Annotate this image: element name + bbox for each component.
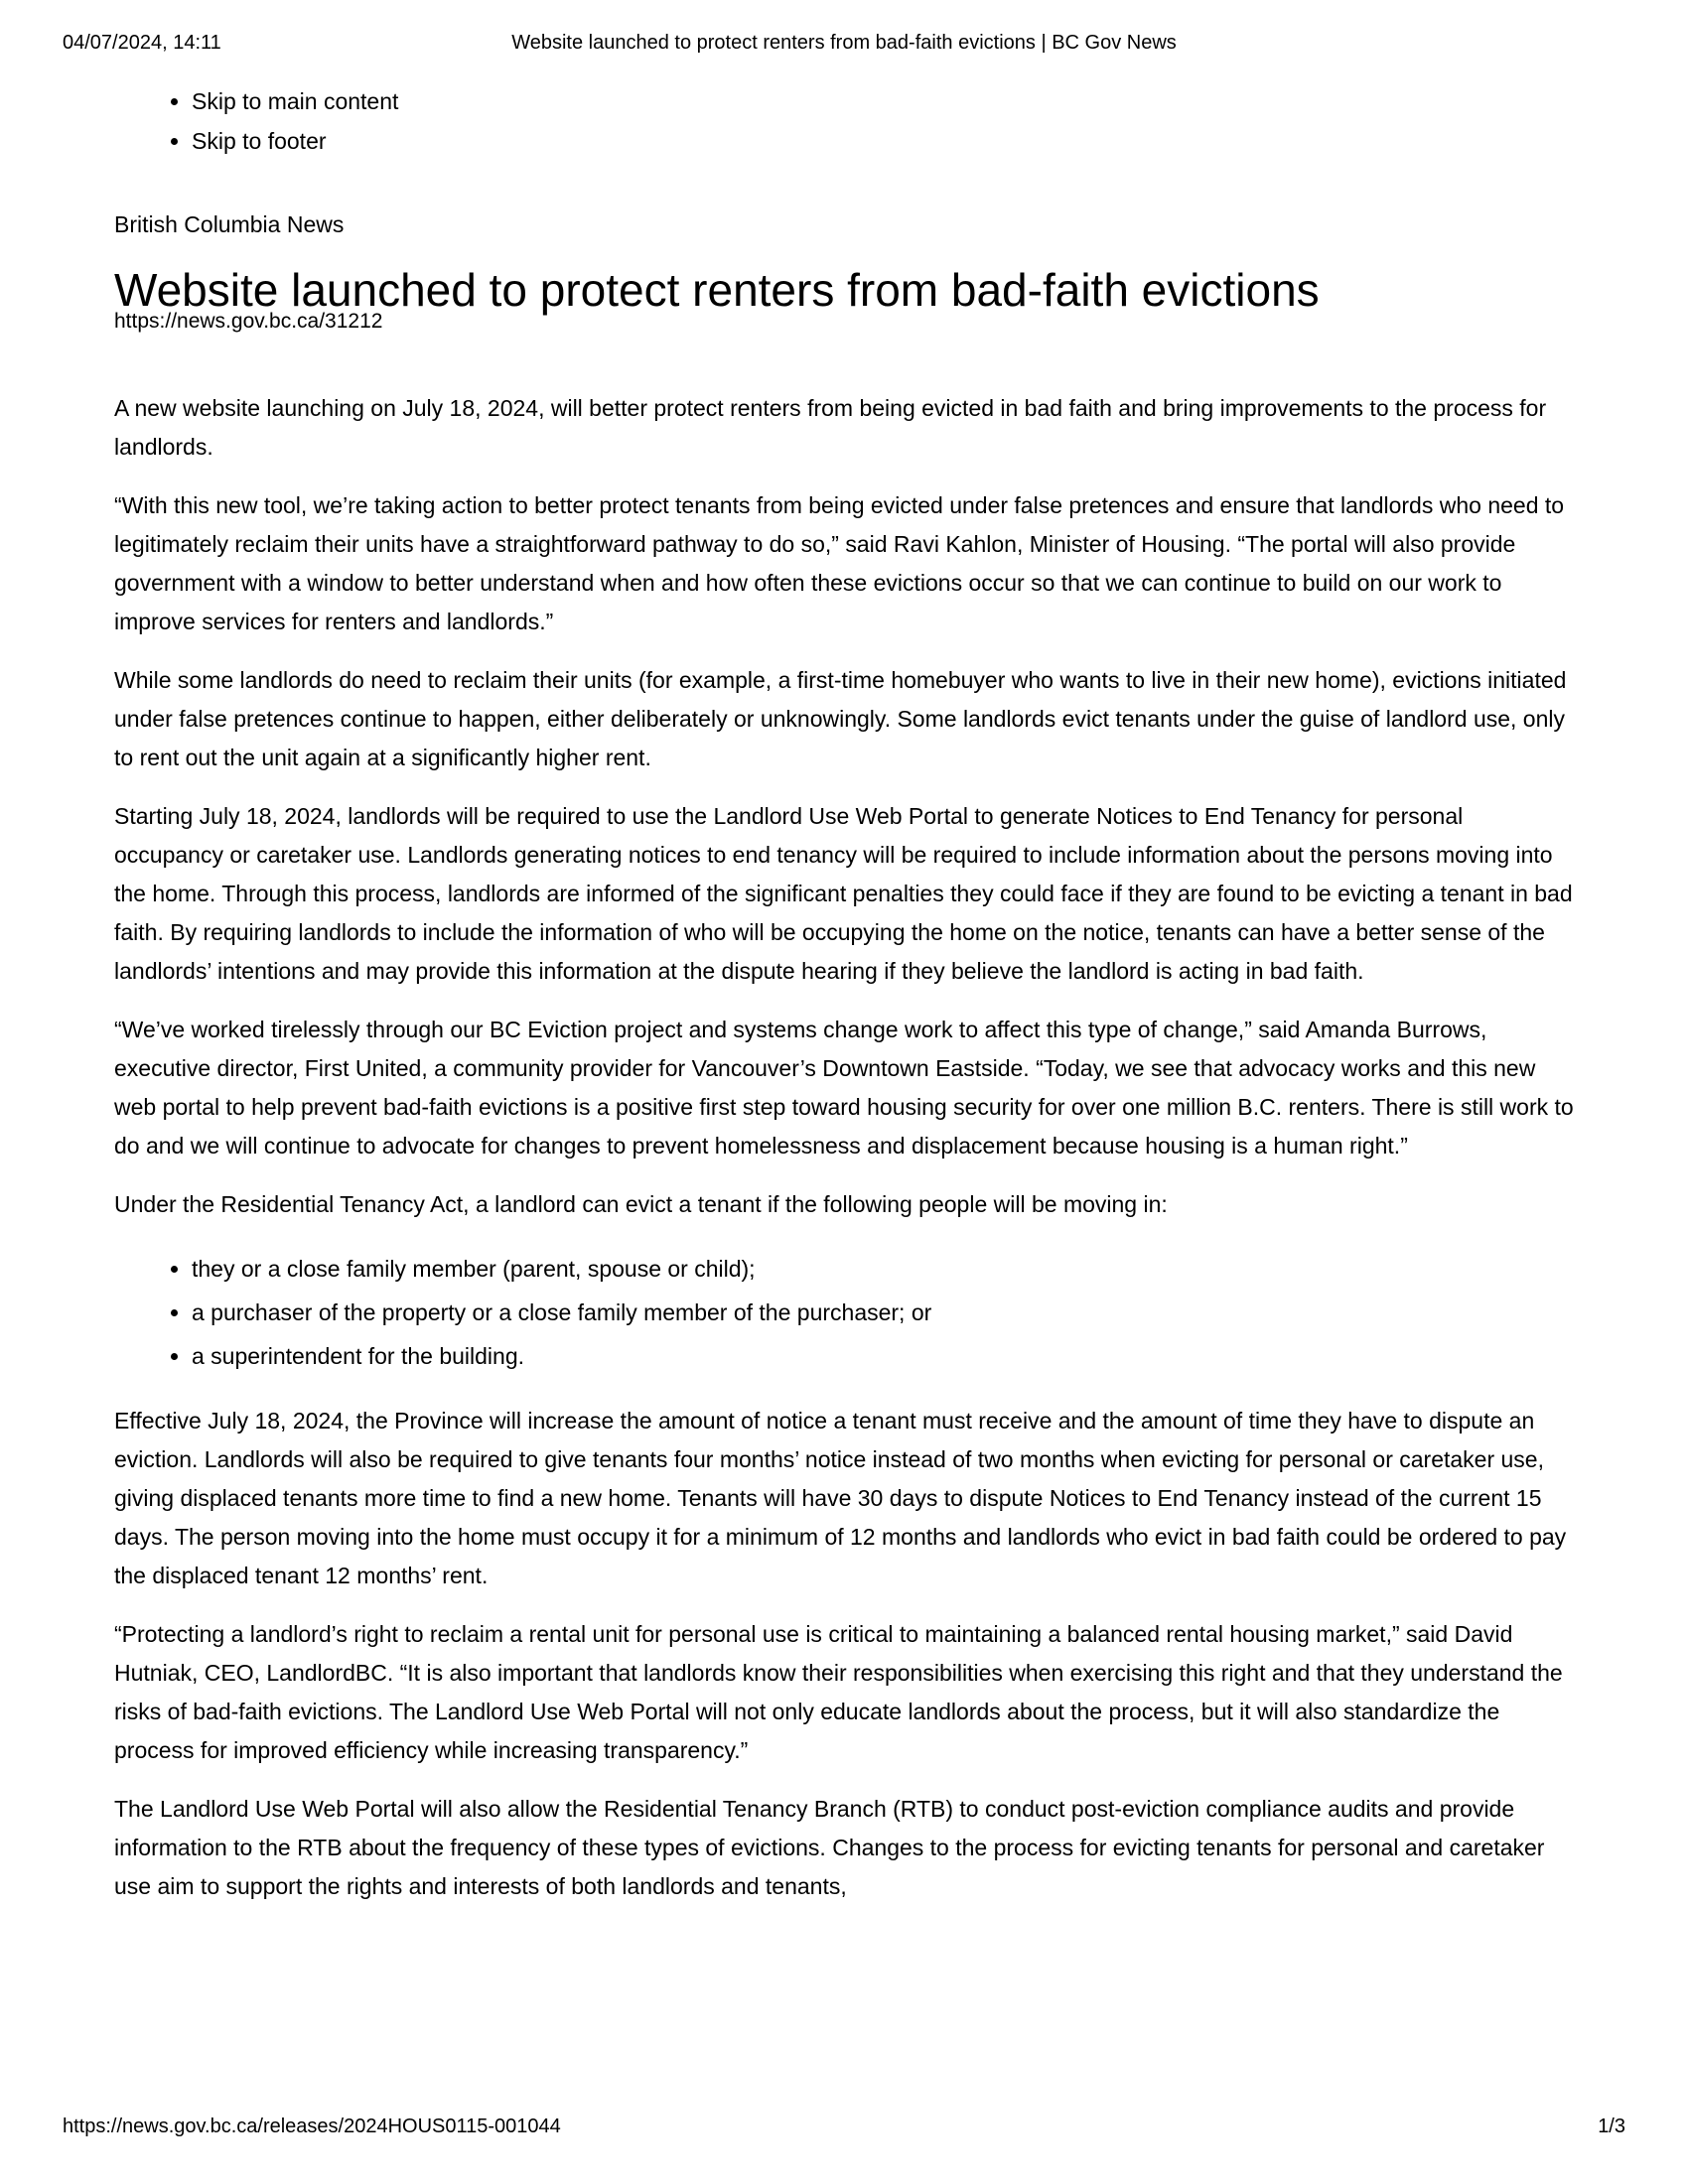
page-number: 1/3: [1598, 2116, 1625, 2137]
article-paragraph: Under the Residential Tenancy Act, a landlord can evict a tenant if the following people will be moving in:: [114, 1191, 1168, 1217]
article-paragraph: “We’ve worked tirelessly through our BC Eviction project and systems change work to affect this type of change,” said Amanda Burrows, executive director, First United, a community provider for Vancouver’s Downtown Eastside. “Today, we see that advocacy works and this new web portal to help prevent bad-faith evictions is a positive first step toward housing security for over one million B.C. renters. There is still work to do and we will continue to advocate for changes to prevent homelessness and displacement because housing is a human right.”: [114, 1017, 1574, 1159]
eviction-reasons-list: [114, 1250, 1574, 1376]
print-header-title: Website launched to protect renters from bad-faith evictions | BC Gov News: [511, 32, 1177, 54]
eviction-reason-item: • they or a close family member (parent, spouse or child);: [192, 1250, 1574, 1289]
article-paragraph: “Protecting a landlord’s right to reclaim a rental unit for personal use is critical to maintaining a balanced rental housing market,” said David Hutniak, CEO, LandlordBC. “It is also important that landlords know their responsibilities when exercising this right and that they understand the risks of bad-faith evictions. The Landlord Use Web Portal will not only educate landlords about the process, but it will also standardize the process for improved efficiency while increasing transparency.”: [114, 1621, 1563, 1763]
article-paragraph: Starting July 18, 2024, landlords will be required to use the Landlord Use Web Portal to generate Notices to End Tenancy for personal occupancy or caretaker use. Landlords generating notices to end tenancy will be required to include information about the persons moving into the home. Through this process, landlords are informed of the significant penalties they could face if they are found to be evicting a tenant in bad faith. By requiring landlords to include the information of who will be occupying the home on the notice, tenants can have a better sense of the landlords’ intentions and may provide this information at the dispute hearing if they believe the landlord is acting in bad faith.: [114, 803, 1573, 984]
article-paragraph: The Landlord Use Web Portal will also allow the Residential Tenancy Branch (RTB) to conduct post-eviction compliance audits and provide information to the RTB about the frequency of these types of evictions. Changes to the process for evicting tenants for personal and caretaker use aim to support the rights and interests of both landlords and tenants,: [114, 1796, 1545, 1899]
skip-links-list: [114, 81, 1574, 161]
article-paragraph: “With this new tool, we’re taking action to better protect tenants from being evicted under false pretences and ensure that landlords who need to legitimately reclaim their units have a straightforward pathway to do so,” said Ravi Kahlon, Minister of Housing. “The portal will also provide government with a window to better understand when and how often these evictions occur so that we can continue to build on our work to improve services for renters and landlords.”: [114, 492, 1565, 634]
article-title: Website launched to protect renters from bad-faith evictions: [114, 264, 1320, 316]
eviction-reason-item: • a superintendent for the building.: [192, 1337, 1574, 1376]
article-body: [114, 389, 1574, 1906]
skip-link-main-content[interactable]: • Skip to main content: [192, 81, 1574, 121]
site-name: British Columbia News: [114, 211, 345, 237]
print-header: [63, 31, 1625, 55]
article-url: https://news.gov.bc.ca/31212: [114, 310, 383, 333]
print-footer: [63, 2115, 1625, 2138]
skip-link-footer[interactable]: • Skip to footer: [192, 121, 1574, 161]
footer-source-url: https://news.gov.bc.ca/releases/2024HOUS0115-001044: [63, 2116, 561, 2137]
article-paragraph: While some landlords do need to reclaim their units (for example, a first-time homebuyer who wants to live in their new home), evictions initiated under false pretences continue to happen, either deliberately or unknowingly. Some landlords evict tenants under the guise of landlord use, only to rent out the unit again at a significantly higher rent.: [114, 667, 1567, 770]
article-paragraph: Effective July 18, 2024, the Province will increase the amount of notice a tenant must receive and the amount of time they have to dispute an eviction. Landlords will also be required to give tenants four months’ notice instead of two months when evicting for personal or caretaker use, giving displaced tenants more time to find a new home. Tenants will have 30 days to dispute Notices to End Tenancy instead of the current 15 days. The person moving into the home must occupy it for a minimum of 12 months and landlords who evict in bad faith could be ordered to pay the displaced tenant 12 months’ rent.: [114, 1408, 1567, 1588]
print-datetime: 04/07/2024, 14:11: [63, 32, 221, 54]
article-paragraph: A new website launching on July 18, 2024, will better protect renters from being evicted in bad faith and bring improvements to the process for landlords.: [114, 395, 1547, 460]
eviction-reason-item: • a purchaser of the property or a close family member of the purchaser; or: [192, 1294, 1574, 1332]
